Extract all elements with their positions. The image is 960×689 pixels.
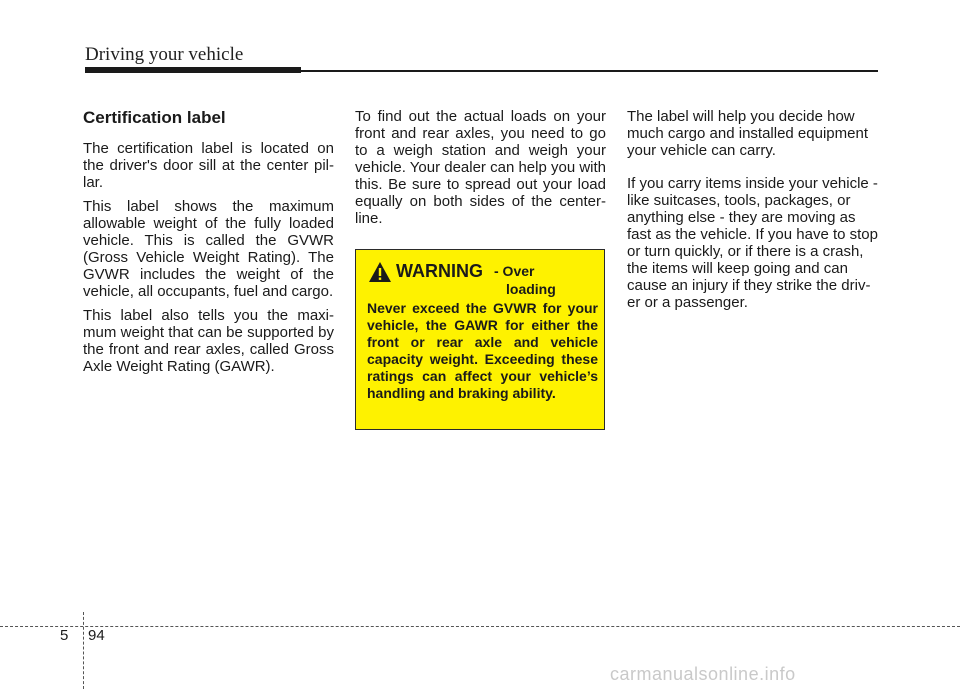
column-middle	[355, 108, 606, 234]
section-heading: Certification label	[83, 108, 226, 127]
warning-label: WARNING	[396, 261, 483, 281]
paragraph: This label shows the maximum allowable weight of the fully loaded vehicle. This is called the GVWR (Gross Vehicle Weight Rating). The GVWR includes the weight of the vehicle, all occupants, fuel and cargo.	[83, 198, 334, 300]
column-left	[83, 108, 334, 382]
column-right	[627, 108, 878, 327]
footer-divider	[0, 626, 960, 627]
paragraph: The certification label is located on the driver's door sill at the center pil- lar.	[83, 140, 334, 191]
warning-triangle-icon	[368, 261, 392, 283]
paragraph: This label also tells you the maxi- mum weight that can be supported by the front and rear axles, called Gross Axle Weight Rating (GAWR).	[83, 307, 334, 375]
paragraph: To find out the actual loads on your front and rear axles, you need to go to a weigh station and weigh your vehicle. Your dealer can help you with this. Be sure to spread out your load equally on both sides of the center- line.	[355, 108, 607, 227]
chapter-number: 5	[60, 627, 69, 644]
warning-header	[368, 260, 598, 300]
footer-vertical-divider	[83, 612, 84, 689]
watermark: carmanualsonline.info	[610, 664, 796, 684]
warning-body: Never exceed the GVWR for your vehicle, the GAWR for either the front or rear axle and vehicle capacity weight. Exceeding these ratings can affect your vehicle’s handling and braking ability.	[367, 300, 598, 401]
warning-subtitle: - Over	[494, 263, 535, 279]
paragraph: If you carry items inside your vehicle - like suitcases, tools, packages, or anything else - they are moving as fast as the vehicle. If you have to stop or turn quickly, or if there is a crash, the items will keep going and can cause an injury if they strike the driv- er or a passenger.	[627, 175, 878, 311]
page-number: 94	[88, 627, 105, 644]
page-header-title: Driving your vehicle	[85, 44, 244, 65]
header-rule-thin	[301, 70, 878, 72]
paragraph: The label will help you decide how much cargo and installed equipment your vehicle can carry.	[627, 108, 868, 159]
header-rule-thick	[85, 67, 301, 73]
warning-box	[355, 249, 605, 430]
warning-subtitle-cont: loading	[506, 281, 556, 297]
